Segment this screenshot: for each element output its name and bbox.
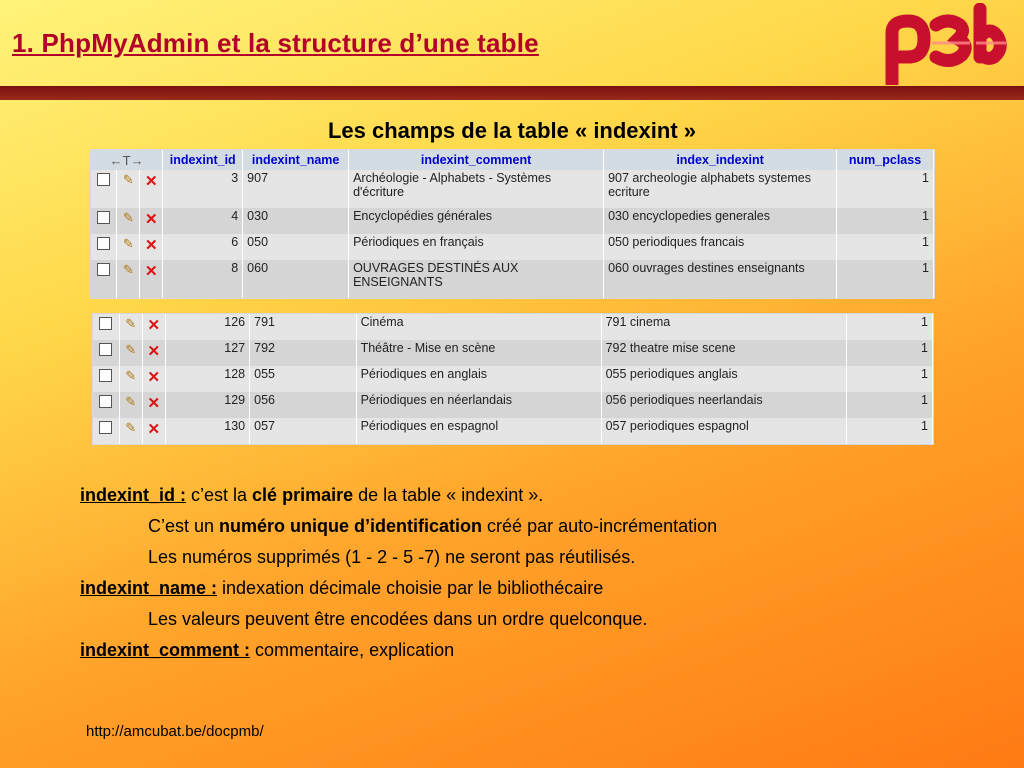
edit-pencil-icon[interactable]: ✎ <box>125 420 137 435</box>
table-row <box>91 208 934 234</box>
text-segment: commentaire, explication <box>250 640 455 660</box>
line-deleted-numbers: Les numéros supprimés (1 - 2 - 5 -7) ne seront pas réutilisés. <box>148 547 636 567</box>
cell-num-pclass: 1 <box>846 366 932 392</box>
cell-index-indexint: 030 encyclopedies generales <box>604 208 837 234</box>
line-any-order: Les valeurs peuvent être encodées dans un ordre quelconque. <box>148 609 648 629</box>
text-segment: de la table « indexint ». <box>353 485 544 505</box>
cell-indexint-name: 055 <box>250 366 356 392</box>
cell-index-indexint: 907 archeologie alphabets systemes ecriture <box>604 170 837 208</box>
edit-pencil-icon[interactable]: ✎ <box>122 210 134 225</box>
delete-x-icon[interactable]: ✕ <box>147 343 161 360</box>
table-row <box>91 260 934 298</box>
table-row <box>91 234 934 260</box>
table-row <box>93 418 933 444</box>
table-caption: Les champs de la table « indexint » <box>327 118 697 143</box>
cell-indexint-name: 030 <box>243 208 349 234</box>
delete-x-icon[interactable]: ✕ <box>147 421 161 438</box>
cell-indexint-id: 126 <box>165 314 249 340</box>
title-bar <box>0 86 1024 100</box>
edit-pencil-icon[interactable]: ✎ <box>125 368 137 383</box>
edit-pencil-icon[interactable]: ✎ <box>122 172 134 187</box>
column-header-actions: ←T→ <box>91 150 163 170</box>
edit-pencil-icon[interactable]: ✎ <box>125 394 137 409</box>
cell-indexint-id: 130 <box>165 418 249 444</box>
cell-num-pclass: 1 <box>846 392 932 418</box>
footer-url[interactable]: http://amcubat.be/docpmb/ <box>86 723 264 740</box>
row-checkbox[interactable] <box>97 263 110 276</box>
delete-x-icon[interactable]: ✕ <box>145 237 158 254</box>
table-row <box>91 170 934 208</box>
row-checkbox[interactable] <box>99 317 112 330</box>
column-header-indexint-name[interactable]: indexint_name <box>243 150 349 170</box>
text-segment: c’est la <box>186 485 253 505</box>
cell-indexint-id: 4 <box>163 208 243 234</box>
cell-indexint-comment: Périodiques en néerlandais <box>356 392 601 418</box>
cell-index-indexint: 057 periodiques espagnol <box>601 418 846 444</box>
cell-indexint-comment: Archéologie - Alphabets - Systèmes d'écriture <box>349 170 604 208</box>
column-header-indexint-comment[interactable]: indexint_comment <box>349 150 604 170</box>
pmb-logo <box>880 3 1010 85</box>
delete-x-icon[interactable]: ✕ <box>145 211 158 228</box>
cell-indexint-name: 792 <box>250 340 356 366</box>
cell-indexint-id: 8 <box>163 260 243 298</box>
cell-num-pclass: 1 <box>837 260 934 298</box>
cell-indexint-id: 129 <box>165 392 249 418</box>
delete-x-icon[interactable]: ✕ <box>147 317 161 334</box>
table-row <box>93 392 933 418</box>
cell-num-pclass: 1 <box>846 418 932 444</box>
row-checkbox[interactable] <box>97 211 110 224</box>
text-segment: créé par auto-incrémentation <box>482 516 718 536</box>
column-header-indexint-id[interactable]: indexint_id <box>163 150 243 170</box>
cell-indexint-comment: Théâtre - Mise en scène <box>356 340 601 366</box>
edit-pencil-icon[interactable]: ✎ <box>125 316 137 331</box>
text-segment: indexation décimale choisie par le bibliothécaire <box>217 578 604 598</box>
cell-indexint-id: 3 <box>163 170 243 208</box>
cell-indexint-id: 6 <box>163 234 243 260</box>
line-indexint-comment <box>80 635 717 666</box>
delete-x-icon[interactable]: ✕ <box>147 395 161 412</box>
row-checkbox[interactable] <box>99 395 112 408</box>
cell-indexint-id: 127 <box>165 340 249 366</box>
cell-indexint-comment: Encyclopédies générales <box>349 208 604 234</box>
text-segment: C’est un <box>148 516 220 536</box>
line-unique-id <box>80 511 717 542</box>
delete-x-icon[interactable]: ✕ <box>145 263 158 280</box>
indexint-table-bottom <box>92 313 934 445</box>
edit-pencil-icon[interactable]: ✎ <box>122 262 134 277</box>
column-header-num-pclass[interactable]: num_pclass <box>837 150 934 170</box>
table-row <box>93 340 933 366</box>
cell-index-indexint: 056 periodiques neerlandais <box>601 392 846 418</box>
cell-index-indexint: 792 theatre mise scene <box>601 340 846 366</box>
cell-num-pclass: 1 <box>846 340 932 366</box>
cell-num-pclass: 1 <box>846 314 932 340</box>
table-row <box>93 314 933 340</box>
cell-index-indexint: 055 periodiques anglais <box>601 366 846 392</box>
cell-indexint-name: 056 <box>250 392 356 418</box>
edit-pencil-icon[interactable]: ✎ <box>122 236 134 251</box>
field-descriptions <box>80 480 717 666</box>
row-checkbox[interactable] <box>97 173 110 186</box>
row-checkbox[interactable] <box>99 343 112 356</box>
text-bold: clé primaire <box>252 485 354 505</box>
cell-indexint-name: 060 <box>243 260 349 298</box>
delete-x-icon[interactable]: ✕ <box>147 369 161 386</box>
row-checkbox[interactable] <box>99 369 112 382</box>
slide-title: 1. PhpMyAdmin et la structure d’une table <box>12 28 539 58</box>
cell-indexint-id: 128 <box>165 366 249 392</box>
table-row <box>93 366 933 392</box>
cell-num-pclass: 1 <box>837 234 934 260</box>
cell-indexint-comment: Périodiques en français <box>349 234 604 260</box>
term-indexint-name: indexint_name : <box>80 578 218 598</box>
row-checkbox[interactable] <box>99 421 112 434</box>
line-indexint-id <box>80 480 717 511</box>
indexint-table-top <box>90 149 935 299</box>
cell-indexint-name: 791 <box>250 314 356 340</box>
cell-indexint-name: 907 <box>243 170 349 208</box>
column-header-index-indexint[interactable]: index_indexint <box>604 150 837 170</box>
cell-index-indexint: 791 cinema <box>601 314 846 340</box>
cell-indexint-comment: OUVRAGES DESTINÉS AUX ENSEIGNANTS <box>349 260 604 298</box>
cell-indexint-name: 050 <box>243 234 349 260</box>
term-indexint-id: indexint_id : <box>80 485 187 505</box>
cell-index-indexint: 050 periodiques francais <box>604 234 837 260</box>
cell-num-pclass: 1 <box>837 208 934 234</box>
edit-pencil-icon[interactable]: ✎ <box>125 342 137 357</box>
cell-indexint-name: 057 <box>250 418 356 444</box>
cell-num-pclass: 1 <box>837 170 934 208</box>
cell-indexint-comment: Périodiques en anglais <box>356 366 601 392</box>
term-indexint-comment: indexint_comment : <box>80 640 251 660</box>
cell-indexint-comment: Cinéma <box>356 314 601 340</box>
line-indexint-name <box>80 573 717 604</box>
text-bold: numéro unique d’identification <box>219 516 483 536</box>
cell-indexint-comment: Périodiques en espagnol <box>356 418 601 444</box>
cell-index-indexint: 060 ouvrages destines enseignants <box>604 260 837 298</box>
row-checkbox[interactable] <box>97 237 110 250</box>
delete-x-icon[interactable]: ✕ <box>145 173 158 190</box>
